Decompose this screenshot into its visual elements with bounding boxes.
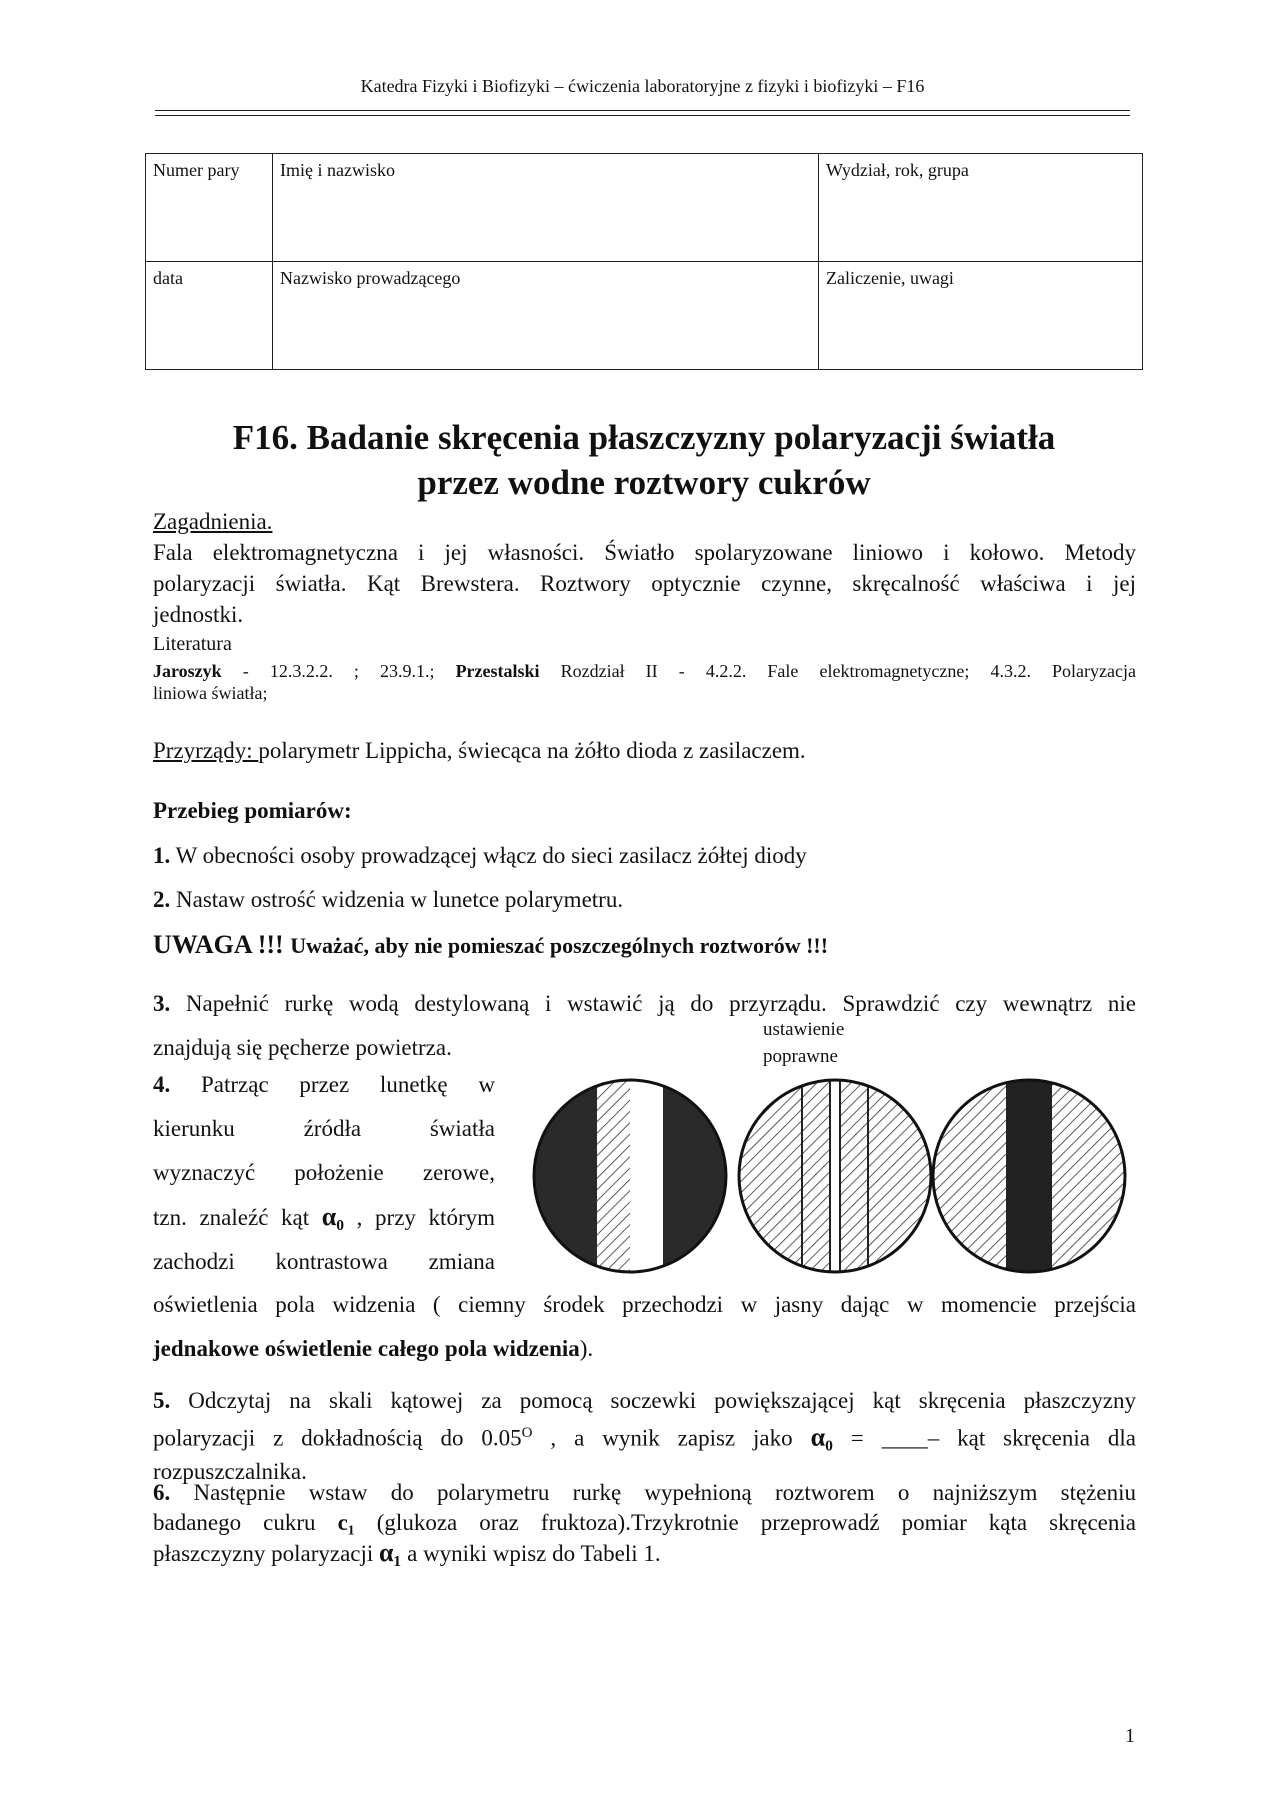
field-correct-setting: [739, 1075, 931, 1285]
field-light-center: [933, 1075, 1125, 1285]
step-3: 3. Napełnić rurkę wodą destylowaną i wstawić ją do przyrządu. Sprawdzić czy wewnątrz nie znajdują się pęcherze powietrza.: [153, 991, 1136, 1060]
page-title-line1: F16. Badanie skręcenia płaszczyzny polaryzacji światła: [232, 418, 1056, 457]
page-title-line2: przez wodne roztwory cukrów: [417, 463, 871, 502]
field-grade-notes[interactable]: Zaliczenie, uwagi: [819, 262, 1143, 370]
step-4-continued: oświetlenia pola widzenia ( ciemny środek przechodzi w jasny dając w momencie przejścia jednakowe oświetlenie całego pola widzenia).: [153, 1292, 1136, 1361]
przyrzady-text: polarymetr Lippicha, świecąca na żółto dioda z zasilaczem.: [258, 738, 806, 763]
przebieg-heading: Przebieg pomiarów:: [153, 798, 352, 823]
field-instructor[interactable]: Nazwisko prowadzącego: [273, 262, 819, 370]
zagadnienia-line2: polaryzacji światła. Kąt Brewstera. Roztwory optycznie czynne, skręcalność właściwa i jej: [153, 571, 1136, 596]
step-2: 2. Nastaw ostrość widzenia w lunetce polarymetru.: [153, 887, 624, 912]
field-dark-center: [534, 1075, 726, 1285]
student-info-form: [145, 153, 1143, 370]
zagadnienia-line1: Fala elektromagnetyczna i jej własności. Światło spolaryzowane liniowo i kołowo. Metody: [153, 540, 1136, 565]
running-header: Katedra Fizyki i Biofizyki – ćwiczenia laboratoryjne z fizyki i biofizyki – F16: [360, 76, 925, 96]
zagadnienia-heading: Zagadnienia.: [153, 509, 273, 534]
polarimeter-field-diagram: [530, 1075, 1130, 1285]
zagadnienia-line3: jednostki.: [153, 602, 244, 627]
page-number: 1: [1125, 1725, 1135, 1747]
field-date[interactable]: data: [146, 262, 273, 370]
step-6: 6. Następnie wstaw do polarymetru rurkę wypełnioną roztworem o najniższym stężeniu badanego cukru c₁ (glukoza oraz fruktoza).Trzykrotnie przeprowadź pomiar kąta skręcenia płaszczyzny polaryzacji α₁ a wyniki wpisz do Tabeli 1.: [153, 1480, 1136, 1567]
field-pair-number[interactable]: Numer pary: [146, 154, 273, 262]
field-name[interactable]: Imię i nazwisko: [273, 154, 819, 262]
figure-label: ustawienie poprawne: [763, 1019, 845, 1067]
przyrzady: [153, 735, 1136, 766]
field-faculty-group[interactable]: Wydział, rok, grupa: [819, 154, 1143, 262]
literatura-heading: Literatura: [153, 633, 232, 655]
literatura-line2: liniowa światła;: [153, 683, 268, 703]
step-1: 1. W obecności osoby prowadzącej włącz do sieci zasilacz żółtej diody: [153, 843, 807, 868]
step-4-narrow: 4. Patrząc przez lunetkę w kierunku źródła światła wyznaczyć położenie zerowe, tzn. znaleźć kąt α₀ , przy którym zachodzi kontrastowa zmiana: [153, 1072, 495, 1274]
literatura-line1: Jaroszyk - 12.3.2.2. ; 23.9.1.; Przestalski Rozdział II - 4.2.2. Fale elektromagnetyczne; 4.3.2. Polaryzacja: [153, 661, 1136, 681]
uwaga-warning: UWAGA !!! Uważać, aby nie pomieszać poszczególnych roztworów !!!: [153, 930, 829, 959]
przyrzady-label: Przyrządy:: [153, 738, 259, 763]
step-5: 5. Odczytaj na skali kątowej za pomocą soczewki powiększającej kąt skręcenia płaszczyzny polaryzacji z dokładnością do $0.05^O$ , a wynik zapisz jako α₀ = ____– kąt skręcenia dla rozpuszczalnika.: [153, 1388, 1136, 1484]
header-rule-bottom: [155, 115, 1130, 116]
header-rule-top: [155, 110, 1130, 111]
